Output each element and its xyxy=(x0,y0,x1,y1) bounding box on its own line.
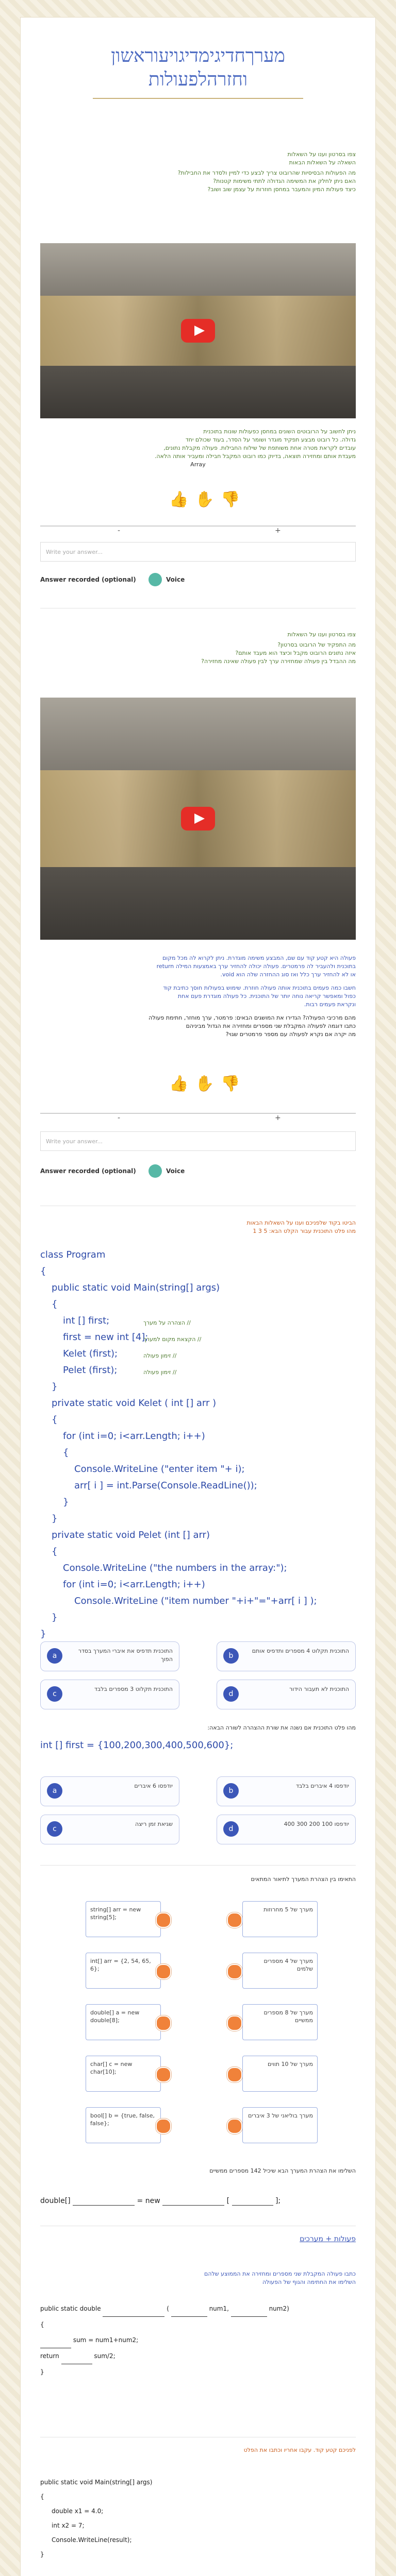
choice-letter: b xyxy=(223,1648,239,1664)
choice-text: התוכנית תקלוט 4 מספרים ותדפיס אותם xyxy=(252,1648,349,1654)
section-title-functions: פעולות + מערכים xyxy=(300,2235,356,2243)
thumbs-neutral-icon[interactable]: ✋ xyxy=(195,1075,214,1093)
thumbs-up-icon[interactable]: 👍 xyxy=(169,1075,189,1093)
voice-record-button[interactable] xyxy=(148,573,162,586)
code-comment: // הצהרה על מערך xyxy=(143,1319,191,1326)
choice-letter: a xyxy=(47,1648,62,1664)
thumbs-down-icon[interactable]: 👎 xyxy=(221,1075,240,1093)
section-1-intro: צפו בסרטון וענו על השאלות xyxy=(287,151,356,158)
slider-track xyxy=(40,1113,356,1114)
match-left-item xyxy=(86,2107,161,2143)
match-left-item xyxy=(86,1953,161,1989)
choice-letter: c xyxy=(47,1686,62,1702)
para-line: כפול ומאפשר קריאה נוחה יותר של התוכנית. כל פעולה מוגדרת פעם אחת xyxy=(177,993,356,999)
answer-recorder-2 xyxy=(40,1164,356,1180)
code-line: public static void Main(string[] args) xyxy=(52,1282,220,1293)
sum-line: sum = num1+num2; xyxy=(73,2336,139,2344)
choice-text: יודפסו 4 איברים בלבד xyxy=(295,1783,349,1789)
match-left-item xyxy=(86,1901,161,1937)
match-right-text: מערך של 10 תווים xyxy=(268,2061,313,2067)
divider xyxy=(40,1865,356,1866)
match-right-item xyxy=(242,2004,318,2040)
match-right-text: מערך של 8 מספרים ממשיים xyxy=(263,2009,313,2024)
match-left-dot[interactable] xyxy=(156,2067,171,2082)
match-right-text: מערך של 5 מחרוזות xyxy=(263,1906,313,1913)
para-line: עובדים לקראת מטרה אחת משותפת של שילוח החבילות. פעולה מקבלת נתונים, xyxy=(163,445,356,451)
choice-b[interactable] xyxy=(217,1776,356,1806)
slider-minus: - xyxy=(118,1114,121,1122)
code-comment: // זימון פעולה xyxy=(143,1369,177,1376)
fill-end: ]; xyxy=(275,2197,281,2205)
choice-c[interactable] xyxy=(40,1815,179,1844)
code-line: private static void Kelet ( int [] arr ) xyxy=(52,1398,217,1409)
thumbs-down-icon[interactable]: 👎 xyxy=(221,490,240,509)
match-right-item xyxy=(242,2056,318,2092)
code-line: arr[ i ] = int.Parse(Console.ReadLine()); xyxy=(74,1480,257,1491)
match-left-dot[interactable] xyxy=(156,2119,171,2134)
choice-letter: d xyxy=(223,1821,239,1837)
match-right-dot[interactable] xyxy=(227,2015,242,2031)
code-line: double x1 = 4.0; xyxy=(52,2507,104,2515)
play-icon[interactable] xyxy=(181,807,215,831)
match-left-text: string[] arr = new string[5]; xyxy=(90,1906,141,1921)
question-line: כתבו דוגמה לפעולה המקבלת שני מספרים ומחזירה את הגדול מביניהם xyxy=(186,1023,356,1029)
section-1-question-label: השאלה על השאלות הבאות xyxy=(289,159,356,166)
para-line: פעולה היא קטע קוד עם שם, המבצע משימה מוגדרת. ניתן לקרוא לה מכל מקום xyxy=(162,955,356,961)
choice-d[interactable] xyxy=(217,1680,356,1709)
section-2-paragraph xyxy=(40,954,356,1039)
voice-label: Voice xyxy=(166,1167,185,1175)
sig-blank-type1[interactable] xyxy=(171,2301,207,2317)
return-tail: sum/2; xyxy=(94,2352,116,2360)
match-left-text: char[] c = new char[10]; xyxy=(90,2061,133,2075)
choice-text: התוכנית לא תעבור הידור xyxy=(289,1686,349,1692)
choice-text: התוכנית תקלוט 3 מספרים בלבד xyxy=(94,1686,173,1692)
fill-label: השלימו את הצהרת המערך הבא שיכיל 142 מספרים ממשיים xyxy=(209,2167,356,2174)
bullet-1: מה הפעולות הבסיסיות שהרובוט צריך לבצע כדי למיין ולסדר את החבילות? xyxy=(177,170,356,176)
return-blank[interactable] xyxy=(61,2348,92,2364)
match-left-dot[interactable] xyxy=(156,2015,171,2031)
title-line-2: וחזרהלפעולות xyxy=(148,69,248,90)
code-line: public static void Main(string[] args) xyxy=(40,2479,153,2486)
func-task-text xyxy=(40,2270,356,2286)
match-label: התאימו בין הצהרת המערך לתיאור המתאים xyxy=(251,1876,356,1883)
bullet-2: האם ניתן לחלק את המשימה הגדולה לתתי משימות קטנות? xyxy=(213,178,356,184)
section-1-paragraph xyxy=(40,428,356,469)
match-left-text: bool[] b = {true, false, false}; xyxy=(90,2112,155,2127)
fill-blank-size[interactable] xyxy=(232,2197,273,2206)
code-block-1 xyxy=(40,1247,356,1642)
choice-d[interactable] xyxy=(217,1815,356,1844)
choice-letter: d xyxy=(223,1686,239,1702)
match-right-text: מערך בוליאני של 3 איברים xyxy=(248,2112,313,2119)
code-line: } xyxy=(63,1497,69,1507)
sig-blank-name[interactable] xyxy=(103,2301,164,2317)
para-line: גדולה. כל רובוט מבצע תפקיד מוגדר ושומר על הסדר, בעוד שכולם יחד xyxy=(185,436,356,443)
code-line: { xyxy=(63,1447,69,1458)
match-left-dot[interactable] xyxy=(156,1964,171,1979)
code-line: { xyxy=(52,1546,58,1557)
sig-blank-type2[interactable] xyxy=(231,2301,267,2317)
match-right-dot[interactable] xyxy=(227,1964,242,1979)
bullet-1: מה התפקיד של הרובוט בסרטון? xyxy=(277,641,356,648)
code2-intro: לפניכם קטע קוד. עקבו אחריו וכתבו את הפלט xyxy=(243,2447,356,2453)
code-line: Console.WriteLine ("enter item "+ i); xyxy=(74,1464,245,1475)
match-left-dot[interactable] xyxy=(156,1912,171,1928)
code-intro-line: מהו פלט התוכנית עבור הקלט הבא: 5 3 1 xyxy=(253,1228,356,1234)
code-block-2 xyxy=(40,2475,356,2562)
code-line: { xyxy=(52,1414,58,1425)
slider-track xyxy=(40,526,356,527)
match-right-dot[interactable] xyxy=(227,2067,242,2082)
fill-blank-name[interactable] xyxy=(73,2197,135,2206)
thumbs-up-icon[interactable]: 👍 xyxy=(169,490,189,509)
para-line: או לא להחזיר ערך כלל ואז סוג ההחזרה שלה הוא void. xyxy=(220,971,356,978)
answer-recorder-1 xyxy=(40,573,356,588)
func-task-line: השלימו את החתימה והגוף של הפעולה xyxy=(262,2279,356,2285)
fill-array-declaration xyxy=(40,2197,356,2206)
fill-prefix: double[] xyxy=(40,2197,71,2205)
code-line: Console.WriteLine ("item number "+i+"="+arr[ i ] ); xyxy=(74,1596,317,1606)
match-right-text: מערך של 4 מספרים שלמים xyxy=(263,1958,313,1972)
code-line: for (int i=0; i<arr.Length; i++) xyxy=(63,1431,205,1442)
section-2-questions xyxy=(40,631,356,666)
code-line: first = new int [4]; xyxy=(63,1332,148,1343)
code-line: int [] first; xyxy=(63,1315,110,1326)
code-comment: // זימון פעולה xyxy=(143,1352,177,1359)
code-line: for (int i=0; i<arr.Length; i++) xyxy=(63,1579,205,1590)
code-intro-line: הביטו בקוד שלפניכם וענו על השאלות הבאות xyxy=(246,1219,356,1226)
section-1-questions xyxy=(40,150,356,194)
code-line: class Program xyxy=(40,1249,106,1260)
code-line: Pelet (first); xyxy=(63,1365,118,1376)
func-signature: public static double ( num1, num2) { sum = num1+num2; return sum/2; } xyxy=(40,2301,356,2380)
array-question-code: int [] first = {100,200,300,400,500,600}; xyxy=(40,1740,234,1751)
play-icon[interactable] xyxy=(181,319,215,343)
return-keyword: return xyxy=(40,2352,59,2360)
choice-c[interactable] xyxy=(40,1680,179,1709)
choice-text: שגיאת זמן ריצה xyxy=(135,1821,173,1827)
choice-b[interactable] xyxy=(217,1641,356,1671)
video-player-2[interactable] xyxy=(40,698,356,940)
match-right-item xyxy=(242,1953,318,1989)
sig-param-1: num1 xyxy=(209,2305,227,2312)
match-right-dot[interactable] xyxy=(227,2119,242,2134)
code-line: } xyxy=(52,1381,58,1392)
para-line: מעבדת אותם ומחזירה תוצאה, בדיוק כמו רובוט המקבל חבילה ומעביר אותה הלאה. xyxy=(154,453,356,460)
code-comment: // הקצאת מקום למערך xyxy=(143,1336,202,1343)
video-player-1[interactable] xyxy=(40,243,356,418)
code-line: Console.WriteLine ("the numbers in the array:"); xyxy=(63,1563,287,1573)
match-right-dot[interactable] xyxy=(227,1912,242,1928)
para-line: ניתן לחשוב על הרובוטים השונים במחסן כפעולות שונות בתוכנית xyxy=(203,428,356,435)
code-line: int x2 = 7; xyxy=(52,2522,85,2529)
bullet-3: כיצד פעולות המיון והמעבר במחסן חוזרות על עצמן שוב ושוב? xyxy=(207,186,356,193)
match-left-text: int[] arr = {2, 54, 65, 6}; xyxy=(90,1958,151,1972)
match-left-item xyxy=(86,2056,161,2092)
bullet-3: מה ההבדל בין פעולה שמחזירה ערך לבין פעולה שאינה מחזירה? xyxy=(201,658,356,665)
code-line: } xyxy=(40,1629,46,1639)
code-line: } xyxy=(40,2551,44,2558)
fill-blank-type[interactable] xyxy=(162,2197,224,2206)
question-line: מהם מרכיבי הפעולה? הגדירו את המושגים הבאים: פרמטר, ערך מוחזר, חתימת פעולה xyxy=(148,1014,356,1021)
para-line: בתוכנית ולהעביר לה פרמטרים. פעולה יכולה להחזיר ערך באמצעות המילה return xyxy=(156,963,356,970)
title-divider xyxy=(93,98,303,99)
voice-record-button[interactable] xyxy=(148,1164,162,1178)
rating-slider-2[interactable] xyxy=(40,1106,356,1121)
code-intro xyxy=(40,1219,356,1235)
choice-letter: b xyxy=(223,1783,239,1799)
match-right-item xyxy=(242,2107,318,2143)
sum-blank-type[interactable] xyxy=(40,2332,71,2348)
rating-slider-1[interactable] xyxy=(40,518,356,534)
fill-suffix: [ xyxy=(226,2197,230,2205)
choice-text: התוכנית תדפיס את איברי המערך בסדר הפוך xyxy=(78,1648,173,1663)
code-line: { xyxy=(40,2493,44,2500)
sig-param-2: num2 xyxy=(269,2305,287,2312)
para-line: חשבו כמה פעמים בתוכנית אותה פעולה חוזרת. שימוש בפעולות חוסך כתיבת קוד xyxy=(163,985,356,991)
question-line: מה יקרה אם נקרא לפעולה עם מספר פרמטרים שגוי? xyxy=(225,1031,356,1038)
slider-plus: + xyxy=(275,527,281,535)
answer-input-1[interactable]: Write your answer... xyxy=(40,542,356,562)
choice-a[interactable] xyxy=(40,1776,179,1806)
match-right-item xyxy=(242,1901,318,1937)
rating-thumbs-2 xyxy=(40,1073,356,1096)
choice-text: יודפסו 6 איברים xyxy=(134,1783,173,1789)
array-question xyxy=(40,1724,356,1732)
fill-eq: = new xyxy=(137,2197,160,2205)
recorder-label: Answer recorded (optional) xyxy=(40,1167,136,1175)
match-left-item xyxy=(86,2004,161,2040)
recorder-label: Answer recorded (optional) xyxy=(40,576,136,583)
choice-letter: c xyxy=(47,1821,62,1837)
sig-prefix: public static double xyxy=(40,2305,101,2312)
code-line: Console.WriteLine(result); xyxy=(52,2536,132,2544)
slider-minus: - xyxy=(118,527,121,535)
choice-a[interactable] xyxy=(40,1641,179,1671)
answer-input-2[interactable]: Write your answer... xyxy=(40,1131,356,1151)
match-left-text: double[] a = new double[8]; xyxy=(90,2009,140,2024)
slider-plus: + xyxy=(275,1114,281,1122)
page-title xyxy=(21,44,375,92)
code-line: } xyxy=(52,1612,58,1623)
section-2-intro: צפו בסרטון וענו על השאלות xyxy=(287,631,356,638)
thumbs-neutral-icon[interactable]: ✋ xyxy=(195,490,214,509)
code-line: { xyxy=(40,1266,46,1277)
choice-text: יודפסו 100 200 300 400 xyxy=(284,1821,349,1827)
para-line: ונקראת פעמים רבות. xyxy=(304,1001,356,1008)
code-line: private static void Pelet (int [] arr) xyxy=(52,1530,210,1540)
voice-label: Voice xyxy=(166,576,185,583)
title-line-1: מערךחדיגימדיגויעוראשון xyxy=(111,45,285,66)
code-line: { xyxy=(52,1299,58,1310)
rating-thumbs-1 xyxy=(40,488,356,512)
bullet-2: איזה נתונים הרובוט מקבל וכיצד הוא מעבד אותם? xyxy=(235,650,356,656)
func-task-line: כתבו פעולה המקבלת שני מספרים ומחזירה את הממוצע שלהם xyxy=(204,2270,356,2277)
code-line: } xyxy=(52,1513,58,1524)
choice-letter: a xyxy=(47,1783,62,1799)
array-question-label: מהו פלט התוכנית אם נשנה את שורת ההצהרה לשורה הבאה: xyxy=(207,1724,356,1731)
array-label: Array xyxy=(190,461,206,468)
code-line: Kelet (first); xyxy=(63,1348,118,1359)
